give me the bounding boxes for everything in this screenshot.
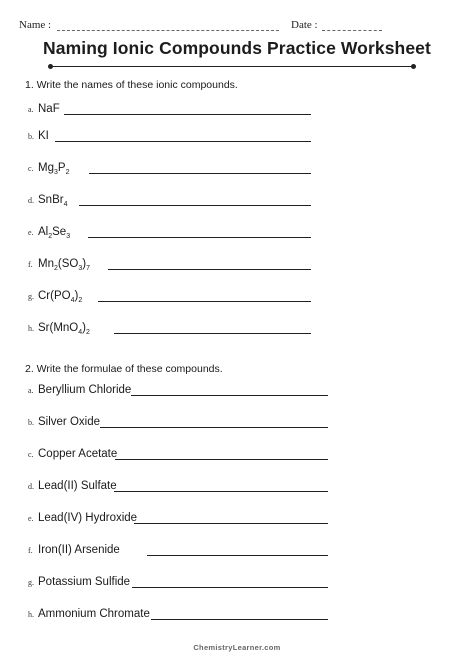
item-term: $Al_2Se_3$ bbox=[38, 226, 71, 240]
section1-item bbox=[0, 254, 474, 272]
answer-line[interactable] bbox=[114, 333, 311, 334]
answer-line[interactable] bbox=[88, 237, 311, 238]
item-letter: d. bbox=[28, 482, 34, 491]
item-term: Beryllium Chloride bbox=[38, 384, 132, 396]
section2-item bbox=[0, 572, 474, 590]
item-term: Potassium Sulfide bbox=[38, 576, 131, 588]
item-letter: b. bbox=[28, 418, 34, 427]
answer-line[interactable] bbox=[98, 301, 311, 302]
item-letter: f. bbox=[28, 546, 33, 555]
item-letter: d. bbox=[28, 196, 34, 205]
answer-line[interactable] bbox=[100, 427, 328, 428]
name-field[interactable] bbox=[57, 30, 279, 31]
answer-line[interactable] bbox=[79, 205, 311, 206]
item-term: NaF bbox=[38, 103, 60, 115]
item-letter: e. bbox=[28, 228, 34, 237]
item-letter: g. bbox=[28, 292, 34, 301]
item-letter: a. bbox=[28, 105, 34, 114]
section1-item bbox=[0, 190, 474, 208]
item-letter: f. bbox=[28, 260, 33, 269]
page-title: Naming Ionic Compounds Practice Worksheet bbox=[43, 38, 431, 58]
item-term: Copper Acetate bbox=[38, 448, 118, 460]
item-term: Lead(IV) Hydroxide bbox=[38, 512, 138, 524]
item-term: $Sr(MnO_4)_2$ bbox=[38, 322, 90, 336]
item-letter: c. bbox=[28, 450, 34, 459]
item-term: Silver Oxide bbox=[38, 416, 100, 428]
section1-item bbox=[0, 222, 474, 240]
answer-line[interactable] bbox=[114, 491, 328, 492]
answer-line[interactable] bbox=[132, 587, 328, 588]
item-letter: c. bbox=[28, 164, 34, 173]
section2-item bbox=[0, 540, 474, 558]
item-letter: a. bbox=[28, 386, 34, 395]
item-letter: h. bbox=[28, 324, 34, 333]
item-letter: b. bbox=[28, 132, 34, 141]
section1-item bbox=[0, 99, 474, 117]
answer-line[interactable] bbox=[55, 141, 311, 142]
answer-line[interactable] bbox=[151, 619, 328, 620]
answer-line[interactable] bbox=[131, 395, 328, 396]
section1-item bbox=[0, 158, 474, 176]
section2-item bbox=[0, 508, 474, 526]
answer-line[interactable] bbox=[147, 555, 328, 556]
item-term: SnBr$_4$ bbox=[38, 194, 68, 208]
section1-heading: 1. Write the names of these ionic compounds. bbox=[25, 79, 238, 91]
item-letter: h. bbox=[28, 610, 34, 619]
title-underline bbox=[50, 66, 416, 67]
name-label: Name : bbox=[19, 19, 52, 31]
answer-line[interactable] bbox=[64, 114, 311, 115]
item-term: $Mn_2(SO_3)_7$ bbox=[38, 258, 90, 272]
answer-line[interactable] bbox=[115, 459, 328, 460]
section2-item bbox=[0, 476, 474, 494]
item-term: $Mg_3P_2$ bbox=[38, 162, 70, 176]
item-letter: e. bbox=[28, 514, 34, 523]
answer-line[interactable] bbox=[89, 173, 311, 174]
item-term: Lead(II) Sulfate bbox=[38, 480, 117, 492]
section2-heading: 2. Write the formulae of these compounds. bbox=[25, 363, 223, 375]
section2-item bbox=[0, 444, 474, 462]
item-term: KI bbox=[38, 130, 49, 142]
date-label: Date : bbox=[291, 19, 318, 31]
item-letter: g. bbox=[28, 578, 34, 587]
footer-site: ChemistryLearner.com bbox=[193, 643, 281, 652]
section1-item bbox=[0, 126, 474, 144]
item-term: Iron(II) Arsenide bbox=[38, 544, 120, 556]
section2-item bbox=[0, 380, 474, 398]
section2-item bbox=[0, 412, 474, 430]
answer-line[interactable] bbox=[134, 523, 328, 524]
item-term: $Cr(PO_4)_2$ bbox=[38, 290, 83, 304]
section1-item bbox=[0, 318, 474, 336]
item-term: Ammonium Chromate bbox=[38, 608, 150, 620]
date-field[interactable] bbox=[322, 30, 382, 31]
section2-item bbox=[0, 604, 474, 622]
answer-line[interactable] bbox=[108, 269, 311, 270]
title-rule-right-dot bbox=[411, 64, 416, 69]
section1-item bbox=[0, 286, 474, 304]
